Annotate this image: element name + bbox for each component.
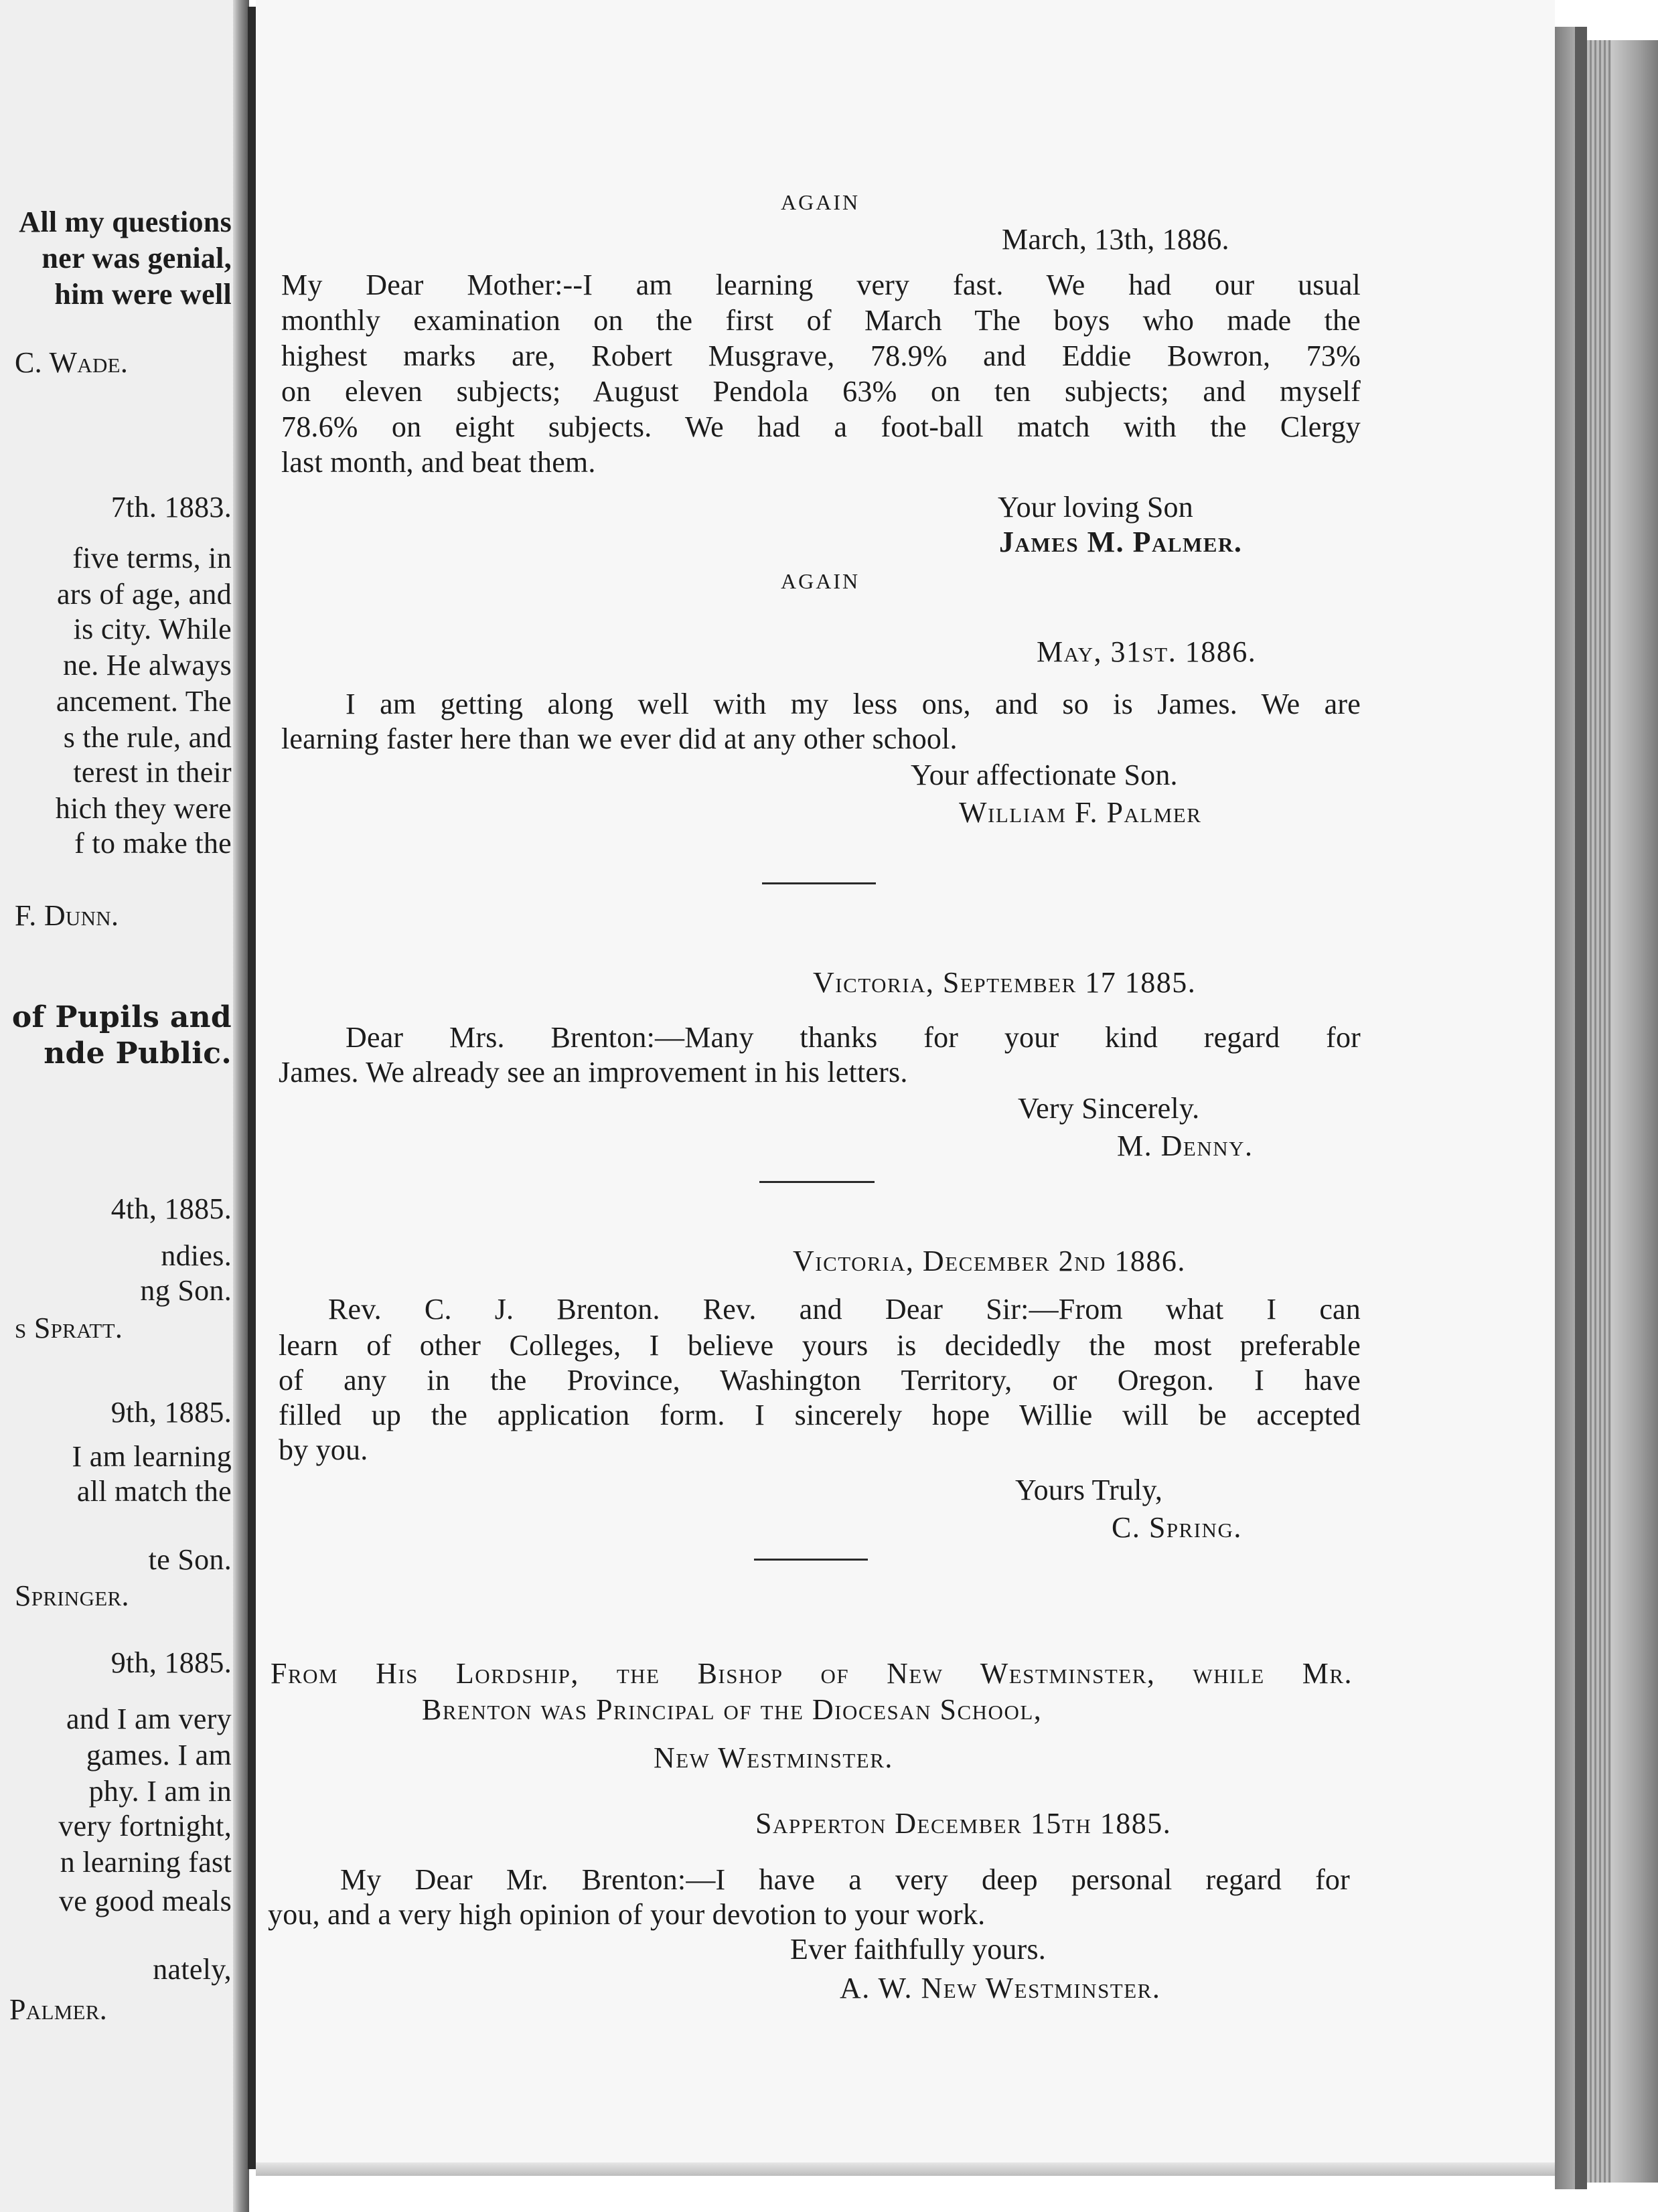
left-page-line: ve good meals — [58, 1885, 232, 1917]
letter-1-body-line: monthly examination on the first of March The boys who made the — [281, 304, 1361, 337]
letter-2-date: May, 31st. 1886. — [1037, 635, 1257, 668]
left-page-line: nately, — [153, 1953, 232, 1986]
letter-4-body-line: Rev. C. J. Brenton. Rev. and Dear Sir:—From what I can — [328, 1293, 1361, 1326]
letter-3-body-line: Dear Mrs. Brenton:—Many thanks for your kind regard for — [346, 1021, 1361, 1054]
letter-1-heading: AGAIN — [781, 190, 860, 214]
left-page-line: s the rule, and — [63, 721, 232, 754]
book-gutter — [233, 0, 249, 2212]
letter-1-body-line: last month, and beat them. — [281, 446, 596, 479]
left-page-line: F. Dunn. — [15, 899, 119, 932]
left-page-line: ars of age, and — [56, 578, 232, 611]
letter-4-date: Victoria, December 2nd 1886. — [793, 1245, 1186, 1277]
left-page-line: nde Public. — [44, 1036, 232, 1071]
left-page-line: Palmer. — [9, 1993, 108, 2026]
letter-4-body-line: of any in the Province, Washington Territory, or Oregon. I have — [279, 1364, 1361, 1397]
letter-1-body-line: on eleven subjects; August Pendola 63% on ten subjects; and myself — [281, 375, 1361, 408]
left-page-line: n learning fast — [60, 1846, 232, 1879]
page-edge-stack — [1587, 40, 1611, 2183]
left-page-line: him were well — [54, 278, 232, 311]
page-edge-shadow — [1555, 27, 1575, 2189]
left-page-line: games. I am — [86, 1739, 232, 1771]
left-page-line: All my questions — [19, 206, 232, 238]
left-page-line: ng Son. — [140, 1274, 232, 1307]
spine-line — [248, 7, 256, 2169]
letter-1-signature: James M. Palmer. — [999, 526, 1243, 558]
separator-rule — [759, 1181, 875, 1183]
letter-2-signature: William F. Palmer — [959, 796, 1202, 829]
left-page-line: all match the — [76, 1475, 232, 1508]
letter-5-intro-line: Brenton was Principal of the Diocesan School, — [422, 1693, 1043, 1726]
letter-2-body-line: I am getting along well with my less ons, and so is James. We are — [346, 688, 1361, 720]
page-edge-outer — [1611, 40, 1658, 2183]
page-edge-dark — [1575, 27, 1587, 2189]
left-page-line: 7th. 1883. — [110, 491, 232, 524]
separator-rule — [754, 1559, 868, 1561]
left-page-line: phy. I am in — [88, 1775, 232, 1808]
letter-3-signature: M. Denny. — [1117, 1129, 1254, 1162]
left-page-line: 4th, 1885. — [110, 1192, 232, 1225]
left-page-line: very fortnight, — [58, 1810, 232, 1842]
letter-4-body-line: learn of other Colleges, I believe yours is decidedly the most preferable — [279, 1329, 1361, 1362]
letter-2-closing: Your affectionate Son. — [911, 759, 1178, 791]
letter-5-body-line: you, and a very high opinion of your devotion to your work. — [268, 1898, 986, 1931]
letter-5-date: Sapperton December 15th 1885. — [755, 1807, 1172, 1840]
left-page-line: and I am very — [66, 1703, 232, 1735]
left-page-line: ner was genial, — [42, 242, 232, 274]
letter-5-signature: A. W. New Westminster. — [840, 1972, 1161, 2004]
left-page-line: is city. While — [73, 613, 232, 645]
left-page-line: f to make the — [74, 827, 232, 860]
left-page-line: te Son. — [148, 1543, 232, 1576]
letter-3-closing: Very Sincerely. — [1018, 1092, 1200, 1125]
letter-5-body-line: My Dear Mr. Brenton:—I have a very deep personal regard for — [340, 1863, 1350, 1896]
page-bottom-shade — [256, 2162, 1555, 2176]
left-page — [0, 0, 249, 2212]
letter-2-heading: AGAIN — [781, 569, 860, 593]
left-page-line: of Pupils and — [11, 1000, 232, 1034]
left-page-line: terest in their — [73, 756, 232, 789]
letter-3-date: Victoria, September 17 1885. — [813, 966, 1197, 999]
left-page-line: I am learning — [72, 1440, 232, 1473]
left-page-line: five terms, in — [72, 542, 232, 574]
left-page-line: ndies. — [161, 1239, 232, 1272]
letter-1-body-line: My Dear Mother:--I am learning very fast. We had our usual — [281, 268, 1361, 301]
letter-5-closing: Ever faithfully yours. — [790, 1933, 1046, 1966]
letter-1-closing: Your loving Son — [998, 491, 1193, 524]
letter-2-body-line: learning faster here than we ever did at any other school. — [281, 722, 958, 755]
letter-4-body-line: filled up the application form. I sincerely hope Willie will be accepted — [279, 1399, 1361, 1431]
letter-1-body-line: 78.6% on eight subjects. We had a foot-ball match with the Clergy — [281, 410, 1361, 443]
letter-1-date: March, 13th, 1886. — [1002, 223, 1229, 256]
left-page-line: ancement. The — [56, 685, 232, 718]
letter-4-body-line: by you. — [279, 1433, 368, 1466]
left-page-line: Springer. — [15, 1579, 129, 1612]
left-page-line: s Spratt. — [15, 1312, 123, 1344]
letter-5-intro-line: New Westminster. — [654, 1741, 893, 1774]
letter-5-intro-line: From His Lordship, the Bishop of New Westminster, while Mr. — [271, 1657, 1353, 1690]
separator-rule — [762, 882, 876, 884]
left-page-line: 9th, 1885. — [110, 1396, 232, 1429]
left-page-line: ne. He always — [63, 649, 232, 682]
letter-1-body-line: highest marks are, Robert Musgrave, 78.9% and Eddie Bowron, 73% — [281, 339, 1361, 372]
left-page-line: hich they were — [55, 792, 232, 825]
left-page-line: 9th, 1885. — [110, 1646, 232, 1679]
letter-4-signature: C. Spring. — [1112, 1511, 1242, 1544]
letter-4-closing: Yours Truly, — [1015, 1474, 1163, 1506]
left-page-line: C. Wade. — [15, 346, 129, 379]
letter-3-body-line: James. We already see an improvement in his letters. — [279, 1056, 908, 1089]
